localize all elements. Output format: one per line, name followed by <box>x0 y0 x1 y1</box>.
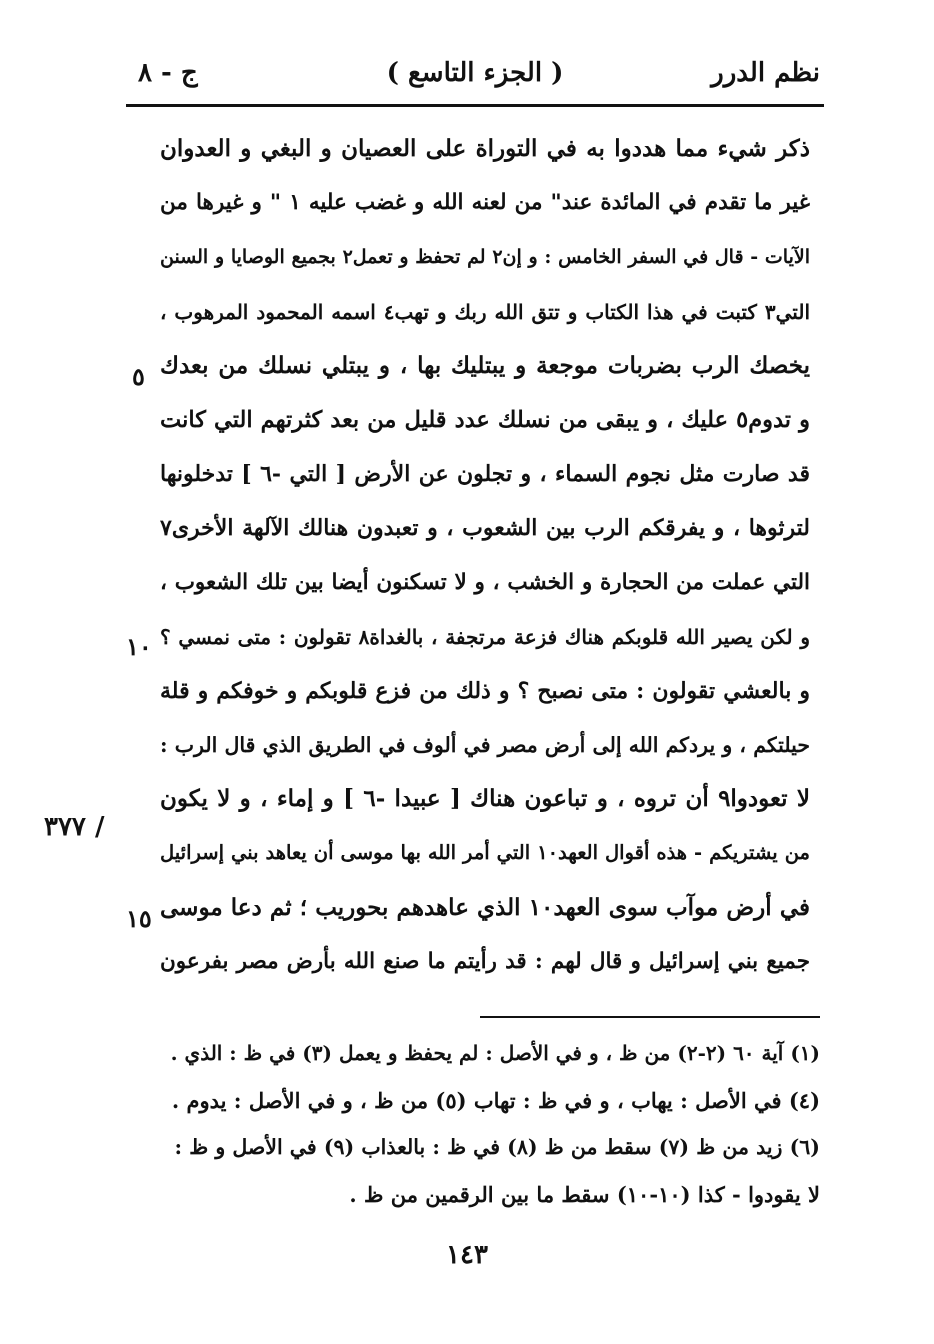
text-line: حيلتكم ، و يردكم الله إلى أرض مصر في ألوف في الطريق الذي قال الرب : <box>160 733 810 758</box>
line-number-10: ١٠ <box>126 632 152 661</box>
footnote-line: (٤) في الأصل : يهاب ، و في ظ : تهاب (٥) من ظ ، و في الأصل : يدوم . <box>171 1088 820 1113</box>
page-number: ١٤٣ <box>446 1240 488 1270</box>
footnote-line: (١) آية ٦٠ (٢-٢) من ظ ، و في الأصل : لم يحفظ و يعمل (٣) في ظ : الذي . <box>170 1041 820 1065</box>
running-header <box>130 58 820 98</box>
text-line: جميع بني إسرائيل و قال لهم : قد رأيتم ما صنع الله بأرض مصر بفرعون <box>160 948 810 974</box>
text-line: التي٣ كتبت في هذا الكتاب و تتق الله ربك و تهب٤ اسمه المحمود المرهوب ، <box>160 299 810 324</box>
text-line: و لكن يصير الله قلوبكم هناك فزعة مرتجفة ، بالغداة٨ تقولون : متى نمسي ؟ <box>160 624 810 649</box>
text-line: لا تعودوا٩ أن تروه ، و تباعون هناك [ عبيدا -٦ ] و إماء ، و لا يكون <box>160 785 810 813</box>
footnote-rule <box>480 1016 820 1018</box>
text-line: يخصك الرب بضربات موجعة و يبتليك بها ، و يبتلي نسلك من بعدك <box>160 351 810 379</box>
text-line: الآيات - قال في السفر الخامس : و إن٢ لم تحفظ و تعمل٢ بجميع الوصايا و السنن <box>160 246 810 269</box>
footnote-line: لا يقودوا - كذا (١٠-١٠) سقط ما بين الرقمين من ظ . <box>349 1182 820 1207</box>
main-text <box>160 122 810 989</box>
text-line: و بالعشي تقولون : متى نصبح ؟ و ذلك من فزع قلوبكم و خوفكم و قلة <box>160 677 810 704</box>
margin-folio-reference: / ٣٧٧ <box>44 812 105 842</box>
footnotes <box>160 1030 820 1218</box>
text-line: ذكر شيء مما هددوا به في التوراة على العصيان و البغي و العدوان <box>160 135 810 162</box>
text-line: قد صارت مثل نجوم السماء ، و تجلون عن الأرض [ التي -٦ ] تدخلونها <box>160 461 810 488</box>
footnote-line: (٦) زيد من ظ (٧) سقط من ظ (٨) في ظ : بالعذاب (٩) في الأصل و ظ : <box>174 1135 820 1159</box>
text-line: غير ما تقدم في المائدة عند" من لعنه الله و غضب عليه ١ " و غيرها من <box>160 190 810 216</box>
volume-label: ج - ٨ <box>138 58 198 88</box>
text-line: لترثوها ، و يفرقكم الرب بين الشعوب ، و تعبدون هنالك الآلهة الأخرى٧ <box>160 515 810 542</box>
text-line: و تدوم٥ عليك ، و يبقى من نسلك عدد قليل من بعد كثرتهم التي كانت <box>160 406 810 433</box>
book-title: نظم الدرر <box>711 58 820 88</box>
header-rule <box>126 104 824 107</box>
part-title: ( الجزء التاسع ) <box>386 58 564 88</box>
line-number-5: ٥ <box>132 362 145 391</box>
text-line: من يشتريكم - هذه أقوال العهد١٠ التي أمر الله بها موسى أن يعاهد بني إسرائيل <box>160 841 810 865</box>
text-line: التي عملت من الحجارة و الخشب ، و لا تسكنون أيضا بين تلك الشعوب ، <box>160 569 810 595</box>
text-line: في أرض موآب سوى العهد١٠ الذي عاهدهم بحوريب ؛ ثم دعا موسى <box>160 893 810 921</box>
line-number-15: ١٥ <box>126 904 152 933</box>
